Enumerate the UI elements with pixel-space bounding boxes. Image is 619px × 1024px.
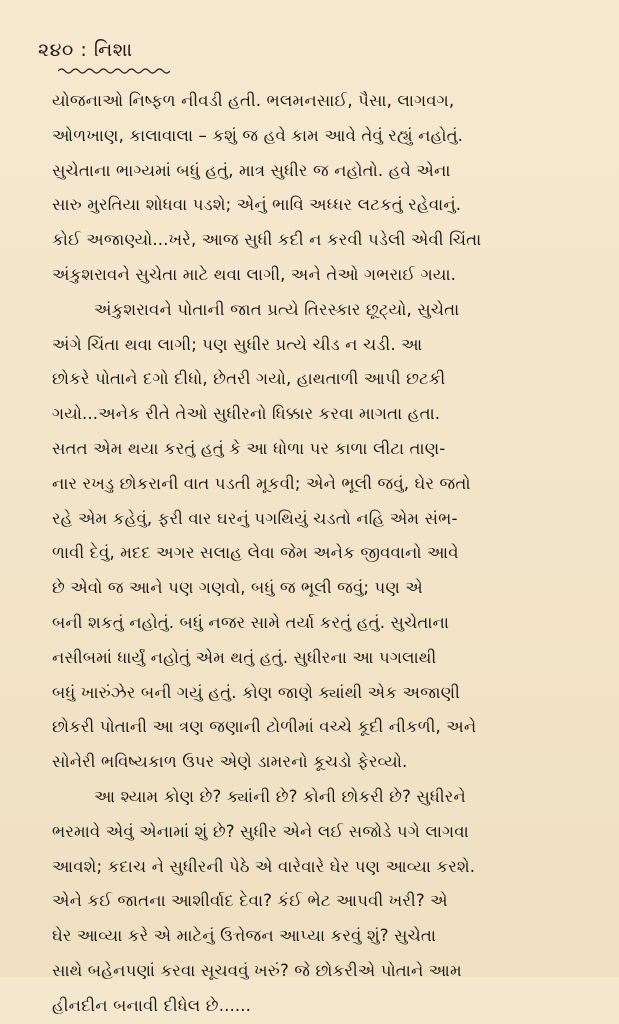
text-line: નસીબમાં ધાર્યું નહોતું એમ થતું હતું. સુધીરના આ પગલાથી xyxy=(52,647,437,667)
text-line: સુચેતાના ભાગ્યમાં બધું હતું, માત્ર સુધીર જ નહોતો. હવે એના xyxy=(52,160,451,180)
text-line: અંકુશરાવને સુચેતા માટે થવા લાગી, અને તેઓ ગભરાઈ ગયા. xyxy=(52,264,457,284)
text-line: ગયો...અનેક રીતે તેઓ સુધીરનો ધિક્કાર કરવા માગતા હતા. xyxy=(52,404,441,424)
text-line: અંકુશરાવને પોતાની જાત પ્રત્યે તિરસ્કાર છૂટ્યો, સુચેતા xyxy=(94,299,460,319)
text-line: છે એવો જ આને પણ ગણવો, બધું જ ભૂલી જવું; પણ એ xyxy=(52,578,423,598)
text-line: સતત એમ થયા કરતું હતું કે આ ધોળા પર કાળા લીટા તાણ- xyxy=(52,438,446,458)
text-line: સોનેરી ભવિષ્યકાળ ઉપર એણે ડામરનો કૂચડો ફેરવ્યો. xyxy=(52,752,408,772)
text-line: સાથે બહેનપણાં કરવા સૂચવવું ખરું? જે છોકરીએ પોતાને આમ xyxy=(52,960,462,980)
text-line: યોજનાઓ નિષ્ફળ નીવડી હતી. ભલમનસાઈ, પૈસા, લાગવગ, xyxy=(52,91,455,110)
text-line: બધું ખારુંઝેર બની ગયું હતું. કોણ જાણે ક્યાંથી એક અજાણી xyxy=(52,682,460,702)
paragraph-2 xyxy=(52,293,612,780)
text-line: બની શકતું નહોતું. બધું નજર સામે તર્યા કરતું હતું. સુચેતાના xyxy=(52,612,450,632)
text-line: હીનદીન બનાવી દીધેલ છે...... xyxy=(52,995,251,1015)
body-text xyxy=(52,84,612,1024)
paragraph-3 xyxy=(52,780,612,1024)
text-line: સારુ મુરતિયા શોધવા પડશે; એનું ભાવિ અધ્ધર લટકતું રહેવાનું. xyxy=(52,195,462,215)
text-line: નાર રખડુ છોકરાની વાત પડતી મૂકવી; એને ભૂલી જવું, ઘેર જતો xyxy=(52,473,471,493)
text-line: એને કઈ જાતના આશીર્વાદ દેવા? કંઈ ભેટ આપવી ખરી? એ xyxy=(52,891,448,911)
text-line: ઘેર આવ્યા કરે એ માટેનું ઉત્તેજન આપ્યા કરવું શું? સુચેતા xyxy=(52,926,437,946)
text-line: છોકરે પોતાને દગો દીધો, છેતરી ગયો, હાથતાળી આપી છટકી xyxy=(52,369,446,389)
text-line: ભરમાવે એવું એનામાં શું છે? સુધીર એને લઈ સજોડે પગે લાગવા xyxy=(52,821,469,841)
paragraph-1 xyxy=(52,84,612,293)
text-line: ઓળખાણ, કાલાવાલા – કશું જ હવે કામ આવે તેવું રહ્યું નહોતું. xyxy=(52,125,464,145)
running-head: ૨૪૦ : નિશા xyxy=(38,39,133,61)
text-line: ળાવી દેવું, મદદ અગર સલાહ લેવા જેમ અનેક જીવવાનો આવે xyxy=(52,543,459,563)
text-line: આવશે; કદાચ ને સુધીરની પેઠે એ વારેવારે ઘેર પણ આવ્યા કરશે. xyxy=(52,856,476,876)
page-header xyxy=(38,38,238,78)
ornamental-wavy-rule xyxy=(58,67,170,75)
text-line: રહે એમ કહેવું, ફરી વાર ઘરનું પગથિયું ચડતો નહિ એમ સંભ- xyxy=(52,508,458,528)
text-line: કોઈ અજાણ્યો...ખરે, આજ સુધી કદી ન કરવી પડેલી એવી ચિંતા xyxy=(52,230,482,250)
text-line: છોકરી પોતાની આ ત્રણ જણાની ટોળીમાં વચ્ચે કૂદી નીકળી, અને xyxy=(52,717,477,737)
text-line: અંગે ચિંતા થવા લાગી; પણ સુધીર પ્રત્યે ચીડ ન ચડી. આ xyxy=(52,334,423,354)
text-line: આ શ્યામ કોણ છે? ક્યાંની છે? કોની છોકરી છે? સુધીરને xyxy=(94,786,466,806)
